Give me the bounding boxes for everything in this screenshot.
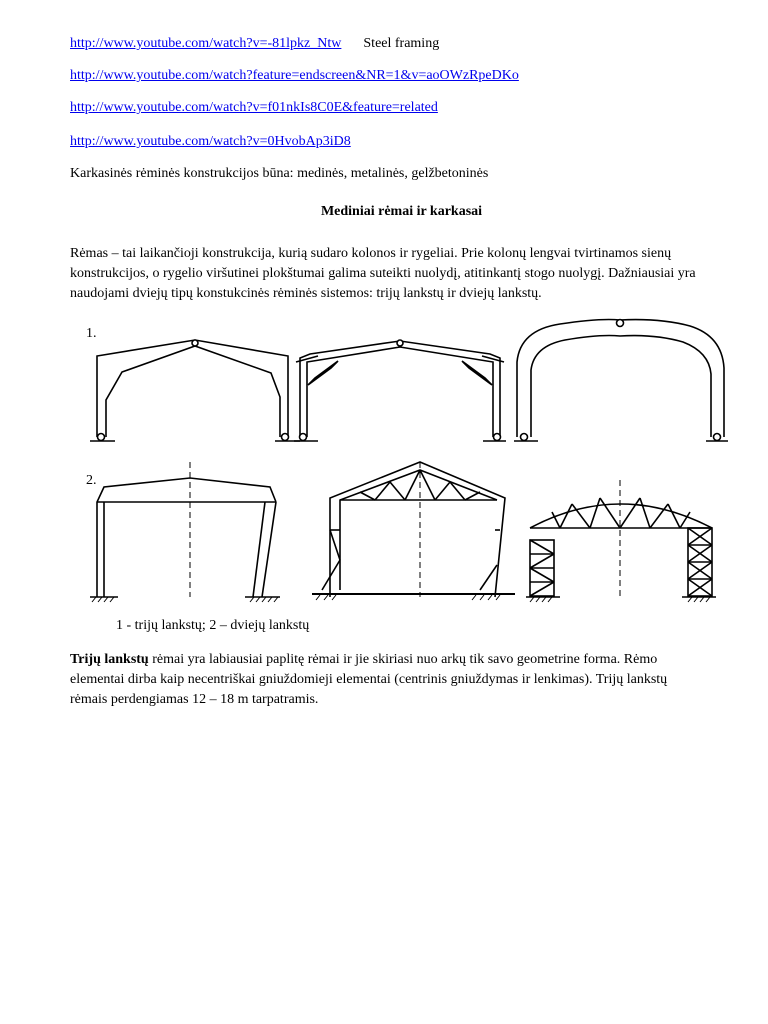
figure-caption: 1 - trijų lankstų; 2 – dviejų lankstų [116,618,310,633]
youtube-link-1[interactable]: http://www.youtube.com/watch?v=-81lpkz_Ntw [70,36,342,51]
youtube-link-2[interactable]: http://www.youtube.com/watch?feature=endscreen&NR=1&v=aoOWzRpeDKo [70,68,519,83]
link-line-3 [70,98,438,118]
youtube-link-4[interactable]: http://www.youtube.com/watch?v=0HvobAp3iD8 [70,134,351,149]
paragraph-2-bold-lead: Trijų lankstų [70,652,149,667]
three-hinged-frame-b [294,340,506,441]
link-line-4 [70,132,351,152]
youtube-link-3[interactable]: http://www.youtube.com/watch?v=f01nkIs8C0E&feature=related [70,100,438,115]
section-heading: Mediniai rėmai ir karkasai [320,204,483,219]
paragraph-2 [70,650,700,710]
ground-hatching [92,595,710,602]
two-hinged-frame-b [312,462,515,597]
intro-line: Karkasinės rėminės konstrukcijos būna: medinės, metalinės, gelžbetoninės [70,166,489,181]
three-hinged-arch-frame [514,320,728,442]
frame-systems-figure [0,300,768,618]
paragraph-1: Rėmas – tai laikančioji konstrukcija, kurią sudaro kolonos ir rygeliai. Prie kolonų lengvai tvirtinamos sienų konstrukcijos, o rygelio viršutinei plokštumai galima suteikti nuolydį, atitinkantį stogo nuolygį. Dažniausiai yra naudojami dviejų tipų konstukcinės rėminės sistemos: trijų lankstų ir dviejų lankstų. [70,246,696,301]
link-note-1: Steel framing [363,36,440,51]
link-line-2 [70,66,519,86]
row2-label: 2. [86,473,97,488]
paragraph-2-text: rėmai yra labiausiai paplitę rėmai ir jie skiriasi nuo arkų tik savo geometrine forma. Rėmo elementai dirba kaip necentriškai gniuždomieji elementai (centrinis gniuždymas ir lenkimas). Trijų lankstų rėmais perdengiamas 12 – 18 m tarpatramis. [70,652,668,707]
three-hinged-frame-a [90,340,300,441]
two-hinged-truss-frame [526,480,716,597]
link-line-1 [70,34,439,54]
row1-label: 1. [86,326,97,341]
two-hinged-frame-a [90,462,280,597]
